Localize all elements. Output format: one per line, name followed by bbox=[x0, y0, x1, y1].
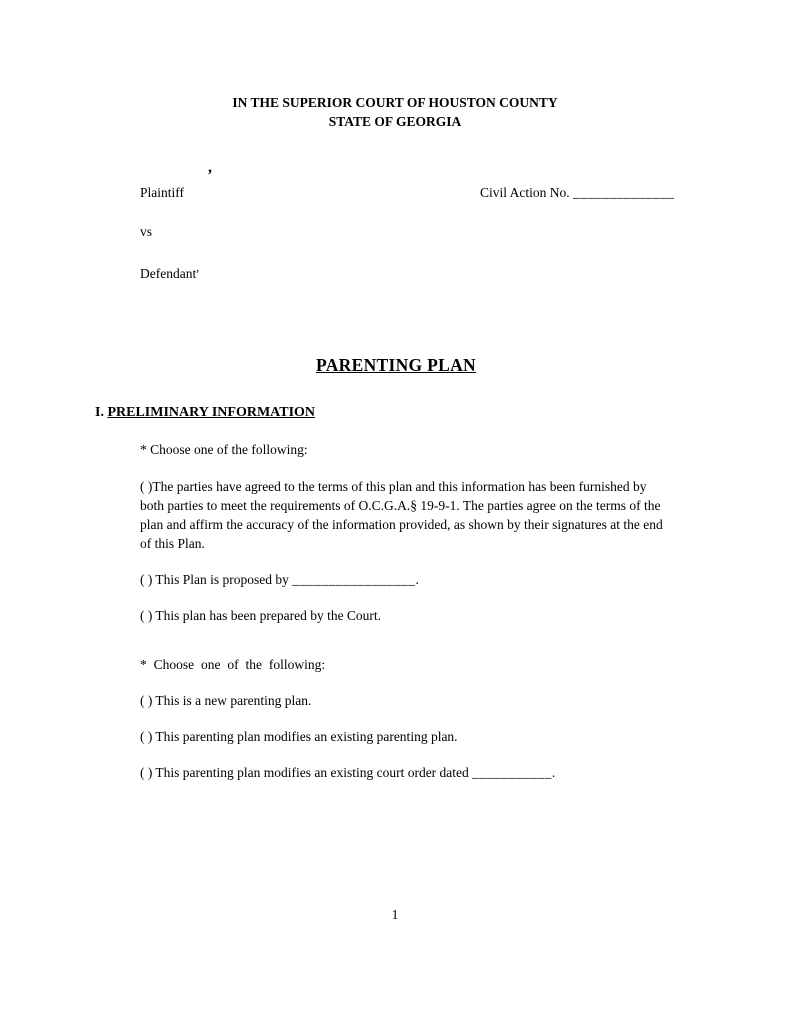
choose-prompt-2: * Choose one of the following: bbox=[140, 657, 326, 672]
section-1-heading bbox=[95, 403, 697, 422]
option-plan-proposed-text: This Plan is proposed by bbox=[155, 572, 289, 587]
option-prepared-by-court bbox=[140, 606, 670, 625]
civil-action-number-blank[interactable]: ______________ bbox=[573, 185, 675, 200]
defendant-name-comma: , bbox=[196, 260, 200, 274]
civil-action-line bbox=[480, 183, 675, 202]
option-modifies-plan-text: This parenting plan modifies an existing parenting plan. bbox=[155, 729, 458, 744]
plaintiff-name-comma: , bbox=[208, 159, 212, 176]
option-new-plan bbox=[140, 691, 670, 710]
option-modifies-order-text: This parenting plan modifies an existing court order dated bbox=[155, 765, 469, 780]
option-parties-agreed-text: The parties have agreed to the terms of this plan and this information has been furnished by both parties to meet the requirements of O.C.G.A.§ 19-9-1. The parties agree on the terms of the plan and affirm the accuracy of the information provided, as shown by their signatures at the end of this Plan. bbox=[140, 479, 663, 551]
defendant-label: Defendant bbox=[140, 266, 197, 281]
proposed-by-blank[interactable]: _________________ bbox=[292, 572, 416, 587]
document-title: PARENTING PLAN bbox=[316, 355, 476, 375]
checkbox-modifies-order[interactable]: ( ) bbox=[140, 765, 153, 780]
checkbox-modifies-plan[interactable]: ( ) bbox=[140, 729, 153, 744]
choose-prompt-1: * Choose one of the following: bbox=[140, 442, 308, 457]
option-prepared-by-court-text: This plan has been prepared by the Court. bbox=[155, 608, 382, 623]
court-name: IN THE SUPERIOR COURT OF HOUSTON COUNTY bbox=[232, 95, 558, 110]
court-order-date-blank[interactable]: ___________ bbox=[472, 765, 552, 780]
vs-label: vs bbox=[140, 224, 153, 239]
document-body bbox=[95, 356, 697, 782]
page-number: 1 bbox=[391, 907, 399, 922]
checkbox-prepared-by-court[interactable]: ( ) bbox=[140, 608, 153, 623]
option-modifies-plan bbox=[140, 727, 670, 746]
checkbox-new-plan[interactable]: ( ) bbox=[140, 693, 153, 708]
section-1-number: I. bbox=[95, 405, 104, 420]
section-1-title: PRELIMINARY INFORMATION bbox=[107, 405, 316, 420]
option-modifies-order: ( ) This parenting plan modifies an existing court order dated ___________. bbox=[140, 765, 556, 780]
defendant-line bbox=[140, 260, 200, 284]
option-parties-agreed bbox=[140, 477, 670, 553]
court-header bbox=[0, 93, 790, 131]
option-plan-proposed: ( ) This Plan is proposed by _________________. bbox=[140, 572, 419, 587]
court-state: STATE OF GEORGIA bbox=[328, 114, 462, 129]
checkbox-parties-agreed[interactable]: ( ) bbox=[140, 479, 153, 494]
civil-action-label: Civil Action No. bbox=[480, 185, 570, 200]
checkbox-plan-proposed[interactable]: ( ) bbox=[140, 572, 153, 587]
option-new-plan-text: This is a new parenting plan. bbox=[155, 693, 312, 708]
plaintiff-label: Plaintiff bbox=[140, 185, 185, 200]
